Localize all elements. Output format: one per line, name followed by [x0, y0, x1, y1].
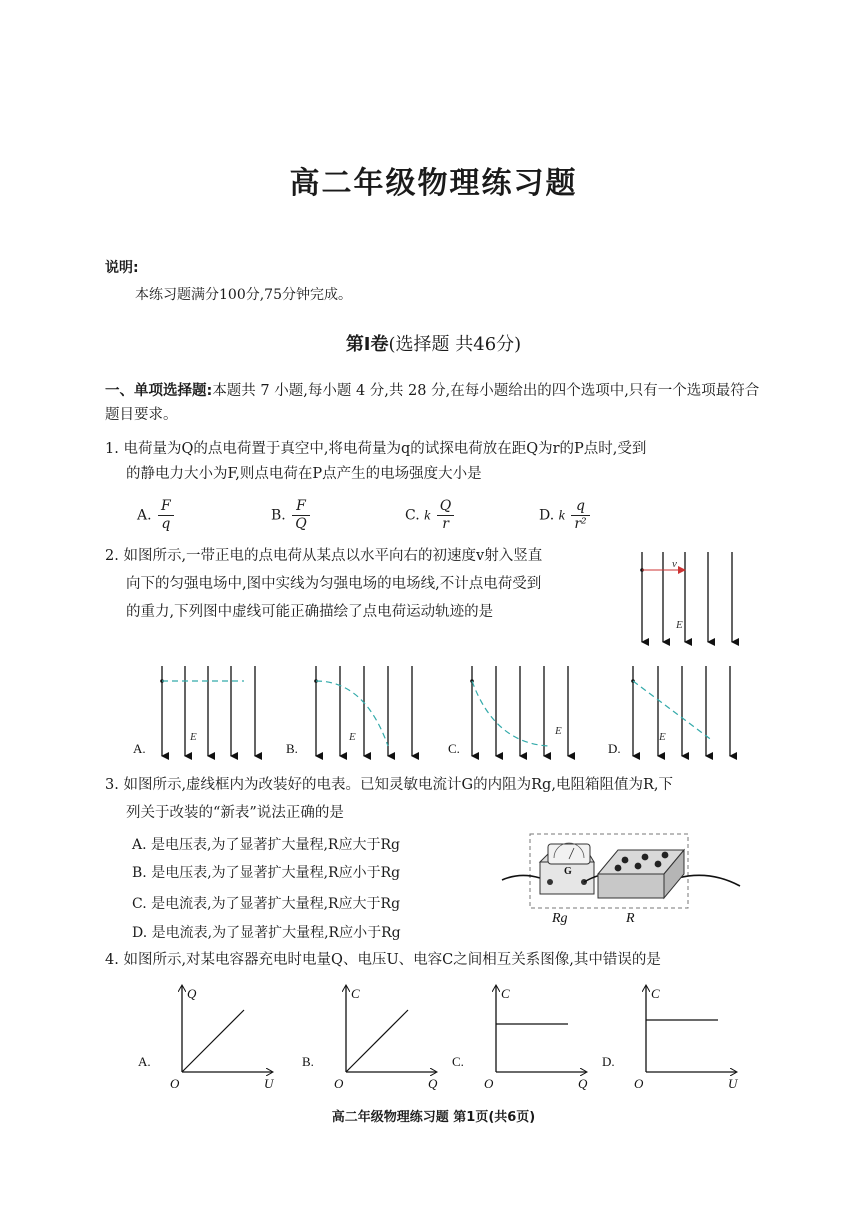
q2-line2: 向下的匀强电场中,图中实线为匀强电场的电场线,不计点电荷受到	[126, 576, 542, 592]
rg-label: Rg	[552, 911, 568, 926]
q3-option-b: B. 是电压表,为了显著扩大量程,R应小于Rg	[132, 865, 401, 881]
trajectory	[633, 681, 713, 741]
q1-option-a	[137, 498, 174, 533]
part1-desc: 本题共 7 小题,每小题 4 分,共 28 分,在每小题给出的四个选项中,只有一个选项最符合题目要求。	[105, 383, 760, 423]
r-label: R	[626, 911, 635, 926]
constant-k: k	[558, 508, 565, 524]
y-axis-label: Q	[187, 986, 197, 1001]
origin-label: O	[634, 1076, 644, 1091]
wire	[678, 875, 740, 886]
q3-option-c: C. 是电流表,为了显著扩大量程,R应大于Rg	[132, 896, 401, 912]
fraction: $\frac{Q}{r}$	[437, 498, 454, 533]
q1-line2: 的静电力大小为F,则点电荷在P点产生的电场强度大小是	[126, 466, 482, 482]
q2-option-a-figure	[133, 666, 255, 756]
y-axis-label: C	[501, 986, 510, 1001]
section-bold: 第I卷	[345, 334, 389, 355]
q1-option-d	[539, 498, 590, 533]
q2-option-c-figure	[448, 666, 568, 756]
option-label: A.	[138, 1054, 151, 1069]
q2-field-figure	[630, 548, 745, 648]
option-label: D.	[539, 507, 555, 524]
note-label: 说明:	[105, 260, 139, 276]
option-label: B.	[271, 507, 286, 524]
y-axis-label: C	[351, 986, 360, 1001]
y-axis-label: C	[651, 986, 660, 1001]
resistor-box	[598, 850, 684, 898]
q2-line3: 的重力,下列图中虚线可能正确描绘了点电荷运动轨迹的是	[126, 604, 494, 620]
origin-label: O	[170, 1076, 180, 1091]
page-title: 高二年级物理练习题	[289, 166, 578, 201]
fraction: $\frac{q}{\text{r²}}$	[571, 498, 589, 533]
fraction: $\frac{F}{q}$	[158, 498, 174, 533]
part1-intro	[105, 379, 765, 427]
svg-text:E: E	[190, 731, 197, 743]
velocity-label: v	[672, 558, 677, 570]
option-label: D.	[602, 1054, 615, 1069]
section-heading	[0, 330, 867, 356]
x-axis-label: Q	[578, 1076, 588, 1091]
svg-text:E: E	[555, 725, 562, 737]
field-label: E	[676, 619, 683, 631]
q4-graph-d	[602, 986, 739, 1091]
q1-option-b	[271, 498, 310, 533]
q4-graph-b	[302, 986, 438, 1091]
q1-line1: 1. 电荷量为Q的点电荷置于真空中,将电荷量为q的试探电荷放在距Q为r的P点时,受到	[105, 441, 647, 457]
q2-line1: 2. 如图所示,一带正电的点电荷从某点以水平向右的初速度v射入竖直	[105, 548, 543, 564]
q2-option-b-figure	[286, 666, 412, 756]
section-rest: (选择题 共46分)	[388, 334, 522, 355]
q4-graphs	[130, 980, 760, 1092]
q3-meter-figure	[500, 830, 750, 930]
note-text: 本练习题满分100分,75分钟完成。	[135, 287, 352, 303]
galvanometer	[540, 843, 594, 894]
q2-option-figures	[130, 664, 770, 760]
wire	[502, 875, 540, 880]
q4-graph-c	[452, 986, 588, 1091]
q4-graph-a	[138, 986, 275, 1091]
option-label: C.	[452, 1054, 464, 1069]
x-axis-label: U	[728, 1076, 738, 1091]
fraction: $\frac{F}{Q}$	[292, 498, 309, 533]
option-label: B.	[286, 741, 298, 756]
q3-option-a: A. 是电压表,为了显著扩大量程,R应大于Rg	[132, 837, 400, 853]
q3-line2: 列关于改装的“新表”说法正确的是	[126, 805, 344, 821]
q4-text: 4. 如图所示,对某电容器充电时电量Q、电压U、电容C之间相互关系图像,其中错误的是	[105, 952, 661, 968]
part1-heading: 一、单项选择题:	[105, 383, 213, 399]
q3-option-d: D. 是电流表,为了显著扩大量程,R应小于Rg	[132, 925, 401, 941]
x-axis-label: U	[264, 1076, 274, 1091]
constant-k: k	[424, 508, 431, 524]
page-footer: 高二年级物理练习题 第1页(共6页)	[331, 1110, 536, 1125]
svg-text:E: E	[349, 731, 356, 743]
option-label: A.	[137, 507, 152, 524]
q3-line1: 3. 如图所示,虚线框内为改装好的电表。已知灵敏电流计G的内阻为Rg,电阻箱阻值为R,下	[105, 777, 673, 793]
graph-line	[182, 1010, 244, 1072]
svg-text:E: E	[659, 731, 666, 743]
origin-label: O	[484, 1076, 494, 1091]
x-axis-label: Q	[428, 1076, 438, 1091]
option-label: B.	[302, 1054, 314, 1069]
option-label: D.	[608, 741, 621, 756]
graph-line	[346, 1010, 408, 1072]
option-label: A.	[133, 741, 146, 756]
option-label: C.	[448, 741, 460, 756]
origin-label: O	[334, 1076, 344, 1091]
option-label: C.	[405, 507, 420, 524]
meter-label: G	[564, 866, 572, 877]
trajectory	[472, 681, 550, 746]
q2-option-d-figure	[608, 666, 730, 756]
q1-option-c	[405, 498, 454, 533]
